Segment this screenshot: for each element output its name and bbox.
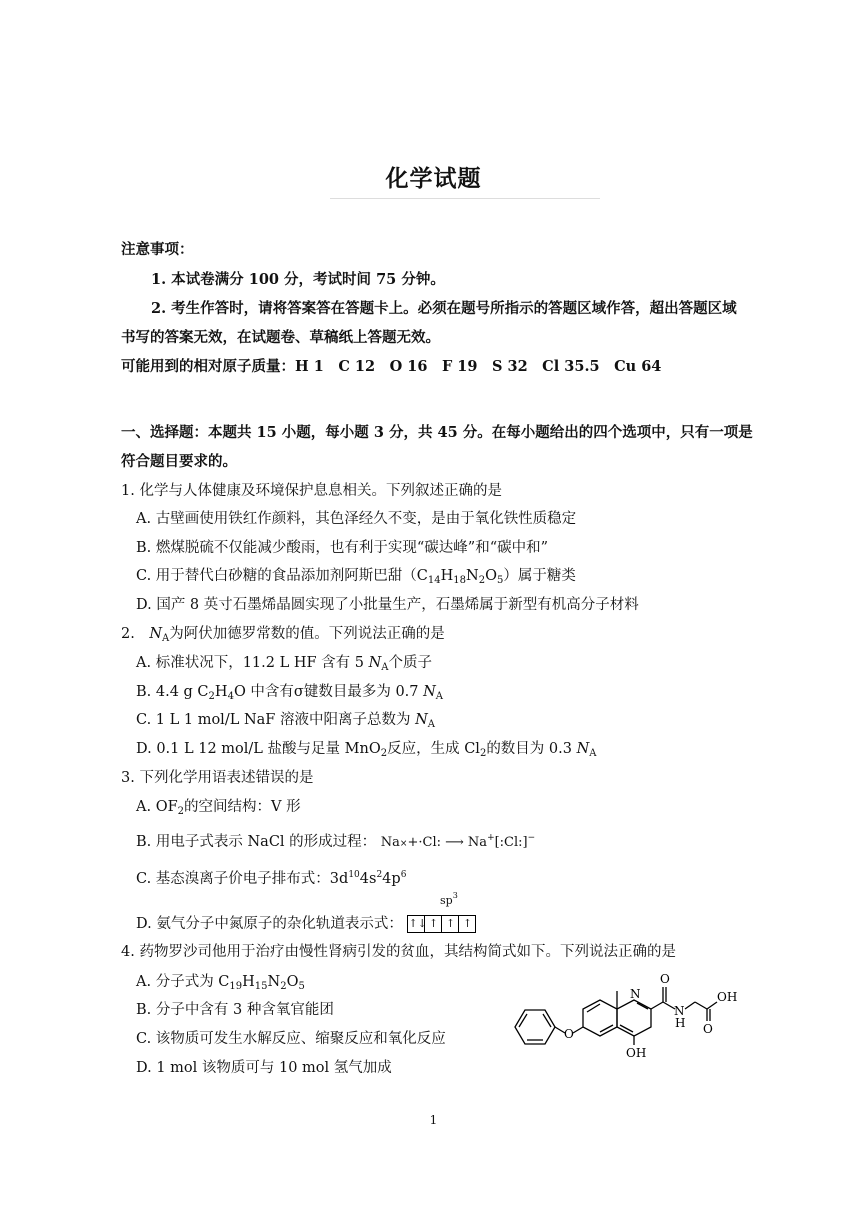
q3-option-d: D. 氨气分子中氮原子的杂化轨道表示式： ↑↓ ↑ ↑ ↑ (136, 912, 476, 933)
q2-option-b: B. 4.4 g $C_2H_4O$ 中含有σ键数目最多为 0.7 $N_A$ (136, 684, 444, 702)
q3-option-b: B. 用电子式表示 NaCl 的形成过程： Na×+·Cl: ⟶ Na+[:Cl:]− (136, 833, 536, 850)
acid-oh-label: OH (717, 990, 738, 1004)
ether-o-label: O (564, 1027, 574, 1041)
acid-o-label: O (703, 1022, 713, 1036)
q3-option-a: A. $OF_2$的空间结构：V 形 (136, 799, 301, 817)
q1-stem: 1. 化学与人体健康及环境保护息息相关。下列叙述正确的是 (121, 483, 502, 499)
q2-stem: 2. $N_A$为阿伏加德罗常数的值。下列说法正确的是 (121, 626, 445, 644)
q4-option-b: B. 分子中含有 3 种含氧官能团 (136, 1002, 334, 1018)
title-underline (330, 198, 600, 199)
amide-n-label: N (674, 1004, 685, 1018)
q1-option-b: B. 燃煤脱硫不仅能减少酸雨，也有利于实现“碳达峰”和“碳中和” (136, 540, 549, 556)
notice-item-2-cont: 书写的答案无效，在试题卷、草稿纸上答题无效。 (121, 329, 440, 346)
notice-heading: 注意事项： (121, 241, 194, 258)
section-heading-cont: 符合题目要求的。 (121, 453, 237, 470)
q4-stem: 4. 药物罗沙司他用于治疗由慢性肾病引发的贫血，其结构简式如下。下列说法正确的是 (121, 944, 676, 960)
q1-option-c: C. 用于替代白砂糖的食品添加剂阿斯巴甜$(C_{14}H_{18}N_2O_5)$属于糖类 (136, 568, 576, 586)
notice-item-2: 2. 考生作答时，请将答案答在答题卡上。必须在题号所指示的答题区域作答，超出答题区域 (151, 300, 737, 317)
ring-n-label: N (630, 987, 641, 1001)
q1-option-a: A. 古壁画使用铁红作颜料，其色泽经久不变，是由于氧化铁性质稳定 (136, 511, 577, 527)
q2-option-c: C. 1 L 1 mol/L NaF 溶液中阳离子总数为 $N_A$ (136, 712, 435, 730)
carbonyl-o-label: O (660, 972, 670, 986)
notice-item-1: 1. 本试卷满分 100 分，考试时间 75 分钟。 (151, 271, 445, 288)
pyridine-ring (617, 1000, 651, 1036)
q4-option-d: D. 1 mol 该物质可与 10 mol 氢气加成 (136, 1060, 392, 1076)
q3-option-c: C. 基态溴离子价电子排布式：$3d^{10}4s^24p^6$ (136, 870, 407, 887)
amide-h-label: H (675, 1016, 686, 1030)
benzo-ring (583, 1000, 617, 1036)
nacl-electron-formula: Na×+·Cl: ⟶ Na+[:Cl:]− (380, 833, 536, 850)
sp3-label: $sp^3$ (440, 891, 458, 907)
orbital-diagram: ↑↓ ↑ ↑ ↑ (407, 915, 476, 933)
hydroxyl-label: OH (626, 1046, 647, 1060)
page-number: 1 (429, 1113, 438, 1127)
phenyl-ring (515, 1010, 555, 1044)
section-heading: 一、选择题：本题共 15 小题，每小题 3 分，共 45 分。在每小题给出的四个选项中，只有一项是 (121, 424, 753, 441)
atomic-masses: 可能用到的相对原子质量：H 1 C 12 O 16 F 19 S 32 Cl 35.5 Cu 64 (121, 358, 662, 375)
q1-option-d: D. 国产 8 英寸石墨烯晶圆实现了小批量生产，石墨烯属于新型有机高分子材料 (136, 597, 639, 613)
q2-option-d: D. 0.1 L 12 mol/L 盐酸与足量 MnO$_2$反应，生成 $Cl_2$的数目为 0.3 $N_A$ (136, 741, 597, 759)
q2-option-a: A. 标准状况下，11.2 L HF 含有 5 $N_A$个质子 (136, 655, 433, 673)
q3-stem: 3. 下列化学用语表述错误的是 (121, 770, 314, 786)
q4-option-a: A. 分子式为 $C_{19}H_{15}N_2O_5$ (136, 974, 305, 992)
page-title: 化学试题 (385, 166, 482, 192)
roxadustat-structure (505, 965, 738, 1065)
q4-option-c: C. 该物质可发生水解反应、缩聚反应和氧化反应 (136, 1031, 446, 1047)
